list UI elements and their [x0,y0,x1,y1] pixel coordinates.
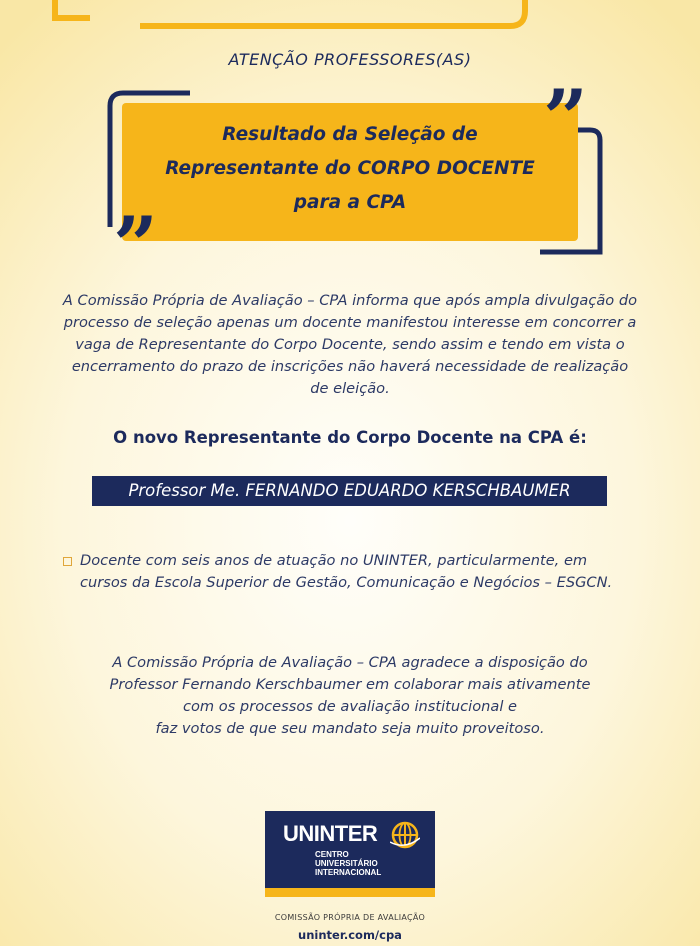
intro-paragraph [40,290,660,400]
closing-paragraph [60,652,640,740]
intro-line: vaga de Representante do Corpo Docente, sendo assim e tendo em vista o [75,336,625,353]
intro-line: processo de seleção apenas um docente manifestou interesse em concorrer a [63,314,637,331]
logo-subtitle-line: CENTRO [315,850,349,859]
closing-quote-icon: ” [543,73,588,164]
uninter-logo [265,811,435,897]
closing-line: Professor Fernando Kerschbaumer em colaborar mais ativamente [109,676,591,693]
bullet-line: Docente com seis anos de atuação no UNINTER, particularmente, em [80,552,588,569]
logo-subtitle-line: UNIVERSITÁRIO [315,859,378,868]
closing-line: com os processos de avaliação institucional e [182,698,518,715]
closing-quote-icon: ” [113,200,158,291]
logo-subtitle-line: INTERNACIONAL [315,868,382,877]
globe-icon [390,820,420,850]
logo-subtitle [315,850,381,877]
intro-line: encerramento do prazo de inscrições não haverá necessidade de realização [71,358,629,375]
top-left-yellow-line [55,0,90,18]
page-header: ATENÇÃO PROFESSORES(AS) [228,50,472,69]
intro-line: A Comissão Própria de Avaliação – CPA informa que após ampla divulgação do [62,292,638,309]
intro-line: de eleição. [310,380,390,397]
representative-name: Professor Me. FERNANDO EDUARDO KERSCHBAUMER [92,476,607,506]
banner-title-line: para a CPA [293,192,407,213]
closing-line: faz votos de que seu mandato seja muito proveitoso. [155,720,545,737]
square-bullet-icon [63,557,72,566]
bullet-line: cursos da Escola Superior de Gestão, Comunicação e Negócios – ESGCN. [80,574,613,591]
logo-stripe [265,888,435,897]
banner-title-line: Resultado da Seleção de [222,124,478,145]
logo-name: UNINTER [283,821,378,846]
closing-line: A Comissão Própria de Avaliação – CPA agradece a disposição do [112,654,588,671]
top-yellow-line [140,0,525,26]
footer-label: COMISSÃO PRÓPRIA DE AVALIAÇÃO [274,913,426,922]
bullet-text [80,550,670,594]
footer-url[interactable]: uninter.com/cpa [298,928,402,942]
banner-title-line: Representante do CORPO DOCENTE [165,158,535,179]
banner-title [122,118,578,220]
announcement-subtitle: O novo Representante do Corpo Docente na CPA é: [113,428,587,447]
